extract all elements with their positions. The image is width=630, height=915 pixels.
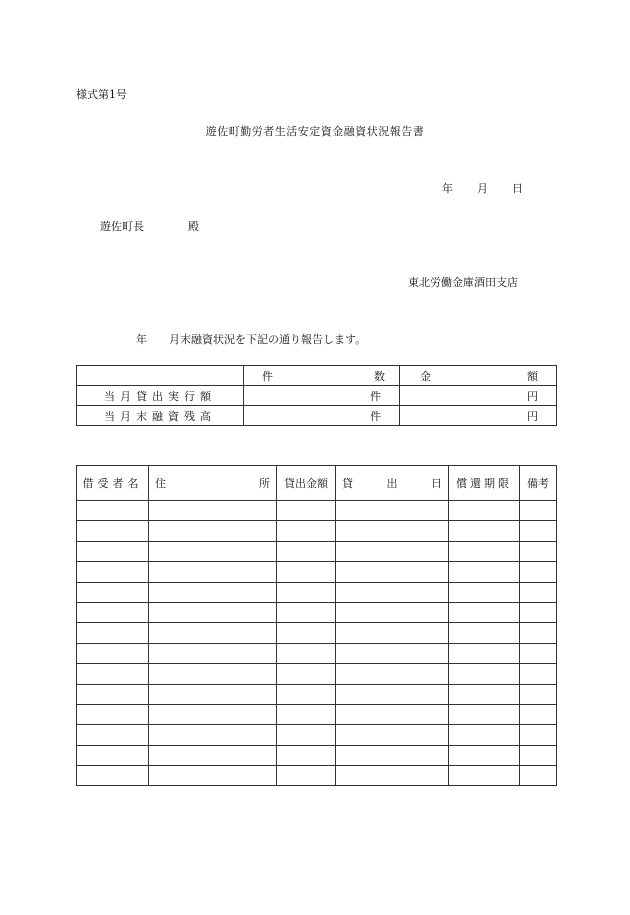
cell-loan-date[interactable] [336,602,449,622]
col-borrower: 借受者名 [77,466,149,501]
header-amount-b: 額 [527,369,538,383]
cell-loan-date[interactable] [336,643,449,663]
cell-borrower[interactable] [77,541,149,561]
cell-loan-amount[interactable] [277,766,336,786]
cell-address[interactable] [149,664,277,684]
cell-address[interactable] [149,745,277,765]
summary-row [77,386,557,406]
header-count-a: 件 [262,369,273,383]
summary-row-label: 当月貸出実行額 [77,386,244,406]
ledger-row [77,521,557,541]
col-remarks: 備考 [520,466,557,501]
cell-repayment[interactable] [449,704,520,724]
summary-amount-cell[interactable]: 円 [400,406,557,426]
col-loan-date-b: 出 [386,477,398,490]
cell-remarks[interactable] [520,541,557,561]
cell-address[interactable] [149,562,277,582]
cell-loan-date[interactable] [336,521,449,541]
cell-address[interactable] [149,501,277,521]
cell-loan-date[interactable] [336,623,449,643]
date-year: 年 [442,182,453,195]
ledger-row [77,623,557,643]
ledger-table [76,465,557,786]
addressee-honorific: 殿 [188,220,199,233]
cell-remarks[interactable] [520,602,557,622]
ledger-row [77,602,557,622]
date-month: 月 [477,182,488,195]
cell-remarks[interactable] [520,684,557,704]
addressee-name: 遊佐町長 [100,220,144,233]
cell-loan-date[interactable] [336,664,449,684]
date-day: 日 [512,182,523,195]
ledger-row [77,501,557,521]
statement-line [136,331,366,347]
cell-repayment[interactable] [449,684,520,704]
issuer-name: 東北労働金庫酒田支店 [408,276,518,289]
cell-borrower[interactable] [77,602,149,622]
ledger-row [77,704,557,724]
cell-address[interactable] [149,725,277,745]
cell-repayment[interactable] [449,623,520,643]
col-loan-date-a: 貸 [342,477,353,490]
cell-address[interactable] [149,521,277,541]
cell-borrower[interactable] [77,745,149,765]
col-repayment: 償還期限 [449,466,520,501]
cell-remarks[interactable] [520,704,557,724]
cell-address[interactable] [149,643,277,663]
cell-loan-amount[interactable] [277,704,336,724]
cell-loan-amount[interactable] [277,725,336,745]
cell-address[interactable] [149,623,277,643]
cell-remarks[interactable] [520,766,557,786]
ledger-row [77,664,557,684]
ledger-row [77,766,557,786]
cell-repayment[interactable] [449,745,520,765]
cell-borrower[interactable] [77,501,149,521]
cell-loan-amount[interactable] [277,745,336,765]
cell-borrower[interactable] [77,704,149,724]
cell-repayment[interactable] [449,643,520,663]
cell-repayment[interactable] [449,766,520,786]
summary-table [76,365,557,426]
cell-address[interactable] [149,541,277,561]
ledger-row [77,541,557,561]
cell-borrower[interactable] [77,684,149,704]
statement-year: 年 [136,333,147,346]
summary-row [77,406,557,426]
cell-loan-amount[interactable] [277,541,336,561]
summary-header-row [77,366,557,386]
summary-header-amount [400,366,557,386]
statement-text: 月末融資状況を下記の通り報告します。 [169,333,367,346]
cell-loan-date[interactable] [336,704,449,724]
cell-borrower[interactable] [77,664,149,684]
col-loan-date-c: 日 [431,477,442,490]
cell-loan-date[interactable] [336,766,449,786]
summary-count-cell[interactable]: 件 [244,386,400,406]
cell-loan-date[interactable] [336,582,449,602]
header-amount-a: 金 [420,369,431,383]
cell-loan-amount[interactable] [277,521,336,541]
cell-remarks[interactable] [520,521,557,541]
cell-remarks[interactable] [520,501,557,521]
cell-repayment[interactable] [449,582,520,602]
cell-remarks[interactable] [520,623,557,643]
cell-borrower[interactable] [77,623,149,643]
cell-loan-amount[interactable] [277,602,336,622]
cell-address[interactable] [149,684,277,704]
cell-address[interactable] [149,704,277,724]
col-loan-date [336,466,449,501]
cell-address[interactable] [149,582,277,602]
cell-loan-date[interactable] [336,725,449,745]
ledger-row [77,684,557,704]
cell-borrower[interactable] [77,643,149,663]
cell-remarks[interactable] [520,745,557,765]
summary-amount-cell[interactable]: 円 [400,386,557,406]
col-address-b: 所 [259,477,270,490]
cell-repayment[interactable] [449,521,520,541]
cell-loan-date[interactable] [336,501,449,521]
ledger-row [77,725,557,745]
cell-borrower[interactable] [77,521,149,541]
cell-borrower[interactable] [77,562,149,582]
cell-repayment[interactable] [449,562,520,582]
cell-repayment[interactable] [449,602,520,622]
cell-repayment[interactable] [449,725,520,745]
cell-loan-amount[interactable] [277,684,336,704]
cell-loan-amount[interactable] [277,623,336,643]
cell-loan-date[interactable] [336,745,449,765]
form-number: 様式第1号 [76,88,127,101]
ledger-row [77,745,557,765]
col-address [149,466,277,501]
cell-repayment[interactable] [449,501,520,521]
cell-remarks[interactable] [520,562,557,582]
document-title: 遊佐町勤労者生活安定資金融資状況報告書 [205,125,425,138]
cell-repayment[interactable] [449,664,520,684]
cell-loan-amount[interactable] [277,501,336,521]
col-loan-amount: 貸出金額 [277,466,336,501]
ledger-row [77,582,557,602]
ledger-header-row [77,466,557,501]
summary-header-blank [77,366,244,386]
ledger-row [77,562,557,582]
addressee [100,218,199,234]
date-line [442,180,523,196]
cell-address[interactable] [149,766,277,786]
header-count-b: 数 [374,369,385,383]
cell-borrower[interactable] [77,582,149,602]
cell-loan-amount[interactable] [277,643,336,663]
ledger-row [77,643,557,663]
cell-remarks[interactable] [520,725,557,745]
cell-loan-date[interactable] [336,562,449,582]
cell-loan-amount[interactable] [277,562,336,582]
cell-loan-date[interactable] [336,541,449,561]
cell-borrower[interactable] [77,766,149,786]
ledger-body [77,501,557,786]
cell-remarks[interactable] [520,582,557,602]
cell-repayment[interactable] [449,541,520,561]
col-address-a: 住 [155,477,166,490]
summary-header-count [244,366,400,386]
cell-borrower[interactable] [77,725,149,745]
cell-remarks[interactable] [520,664,557,684]
cell-address[interactable] [149,602,277,622]
summary-row-label: 当月末融資残高 [77,406,244,426]
summary-count-cell[interactable]: 件 [244,406,400,426]
cell-loan-date[interactable] [336,684,449,704]
cell-loan-amount[interactable] [277,664,336,684]
cell-remarks[interactable] [520,643,557,663]
cell-loan-amount[interactable] [277,582,336,602]
